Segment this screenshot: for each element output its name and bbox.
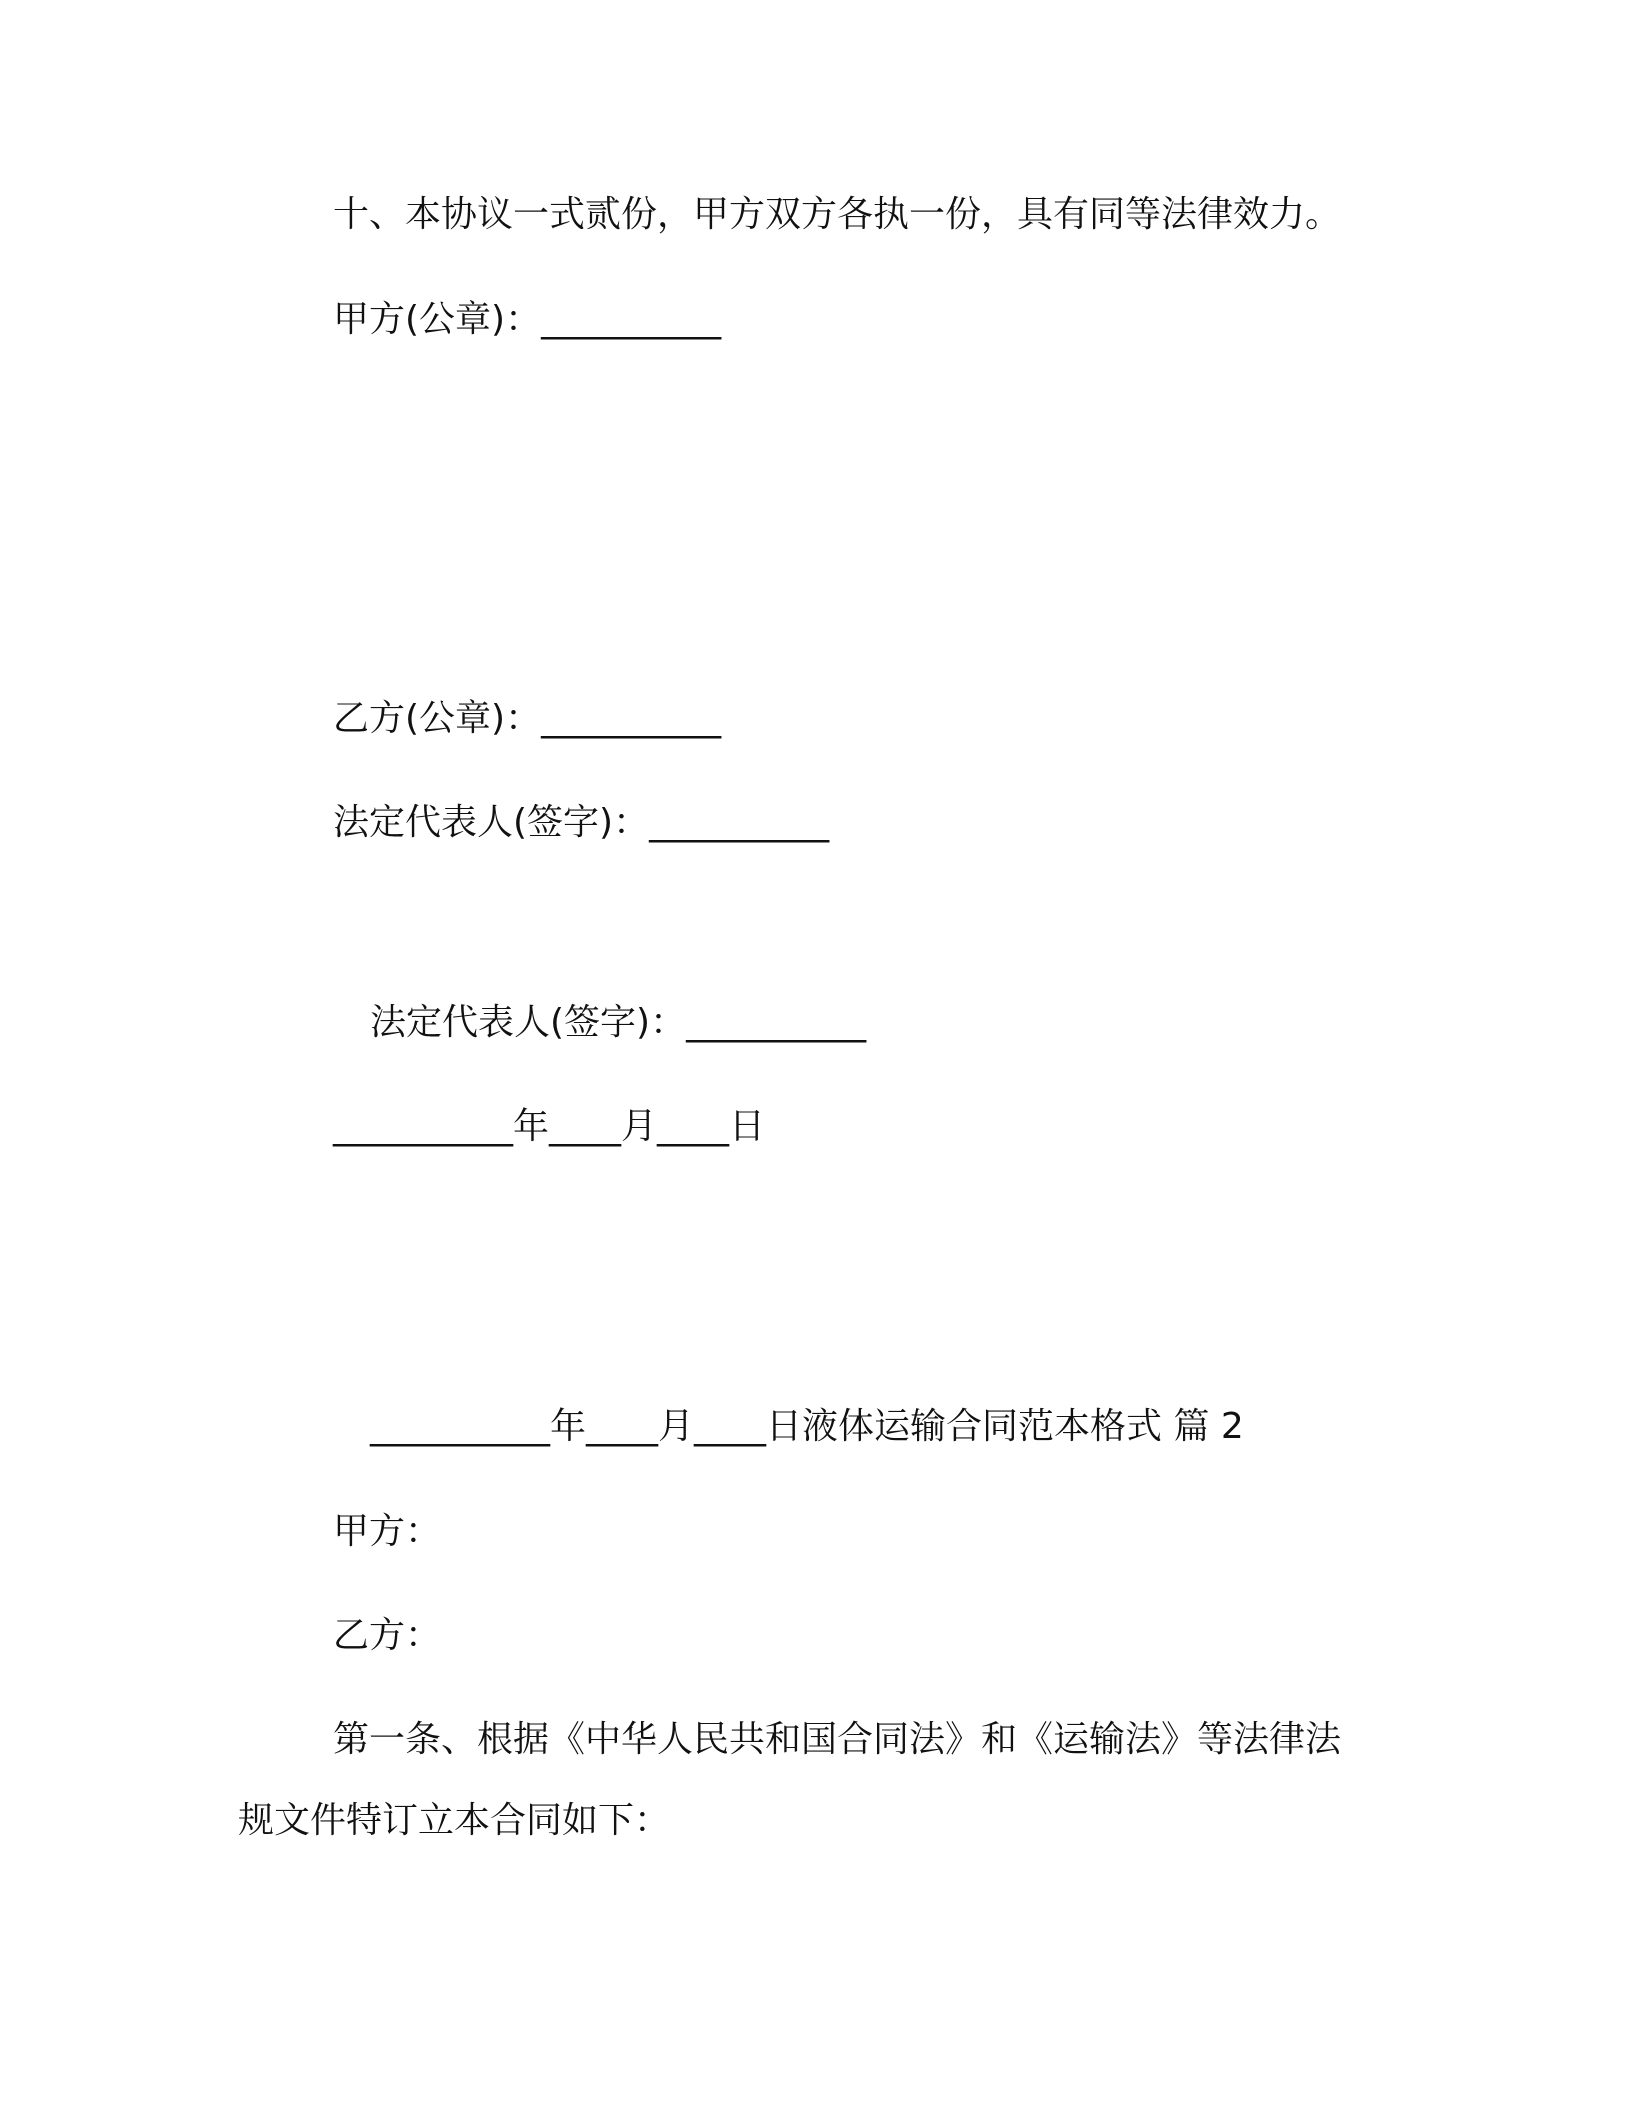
party-b-label: 乙方： xyxy=(333,1615,442,1656)
clause-ten: 十、本协议一式贰份，甲方双方各执一份，具有同等法律效力。 xyxy=(333,194,1342,235)
legal-rep-signature-line: 法定代表人(签字)：__________ xyxy=(333,802,830,843)
legal-rep-signature-line-2: 法定代表人(签字)：__________ xyxy=(370,1002,867,1043)
article-one-line-1: 第一条、根据《中华人民共和国合同法》和《运输法》等法律法 xyxy=(333,1719,1342,1760)
party-b-seal-line: 乙方(公章)：__________ xyxy=(333,698,722,739)
article-one-line-2: 规文件特订立本合同如下： xyxy=(238,1800,671,1841)
date-line: __________年____月____日 xyxy=(333,1106,765,1147)
party-a-seal-line: 甲方(公章)：__________ xyxy=(333,299,722,340)
section-heading: __________年____月____日液体运输合同范本格式 篇 2 xyxy=(370,1406,1244,1447)
party-a-label: 甲方： xyxy=(333,1511,442,1552)
